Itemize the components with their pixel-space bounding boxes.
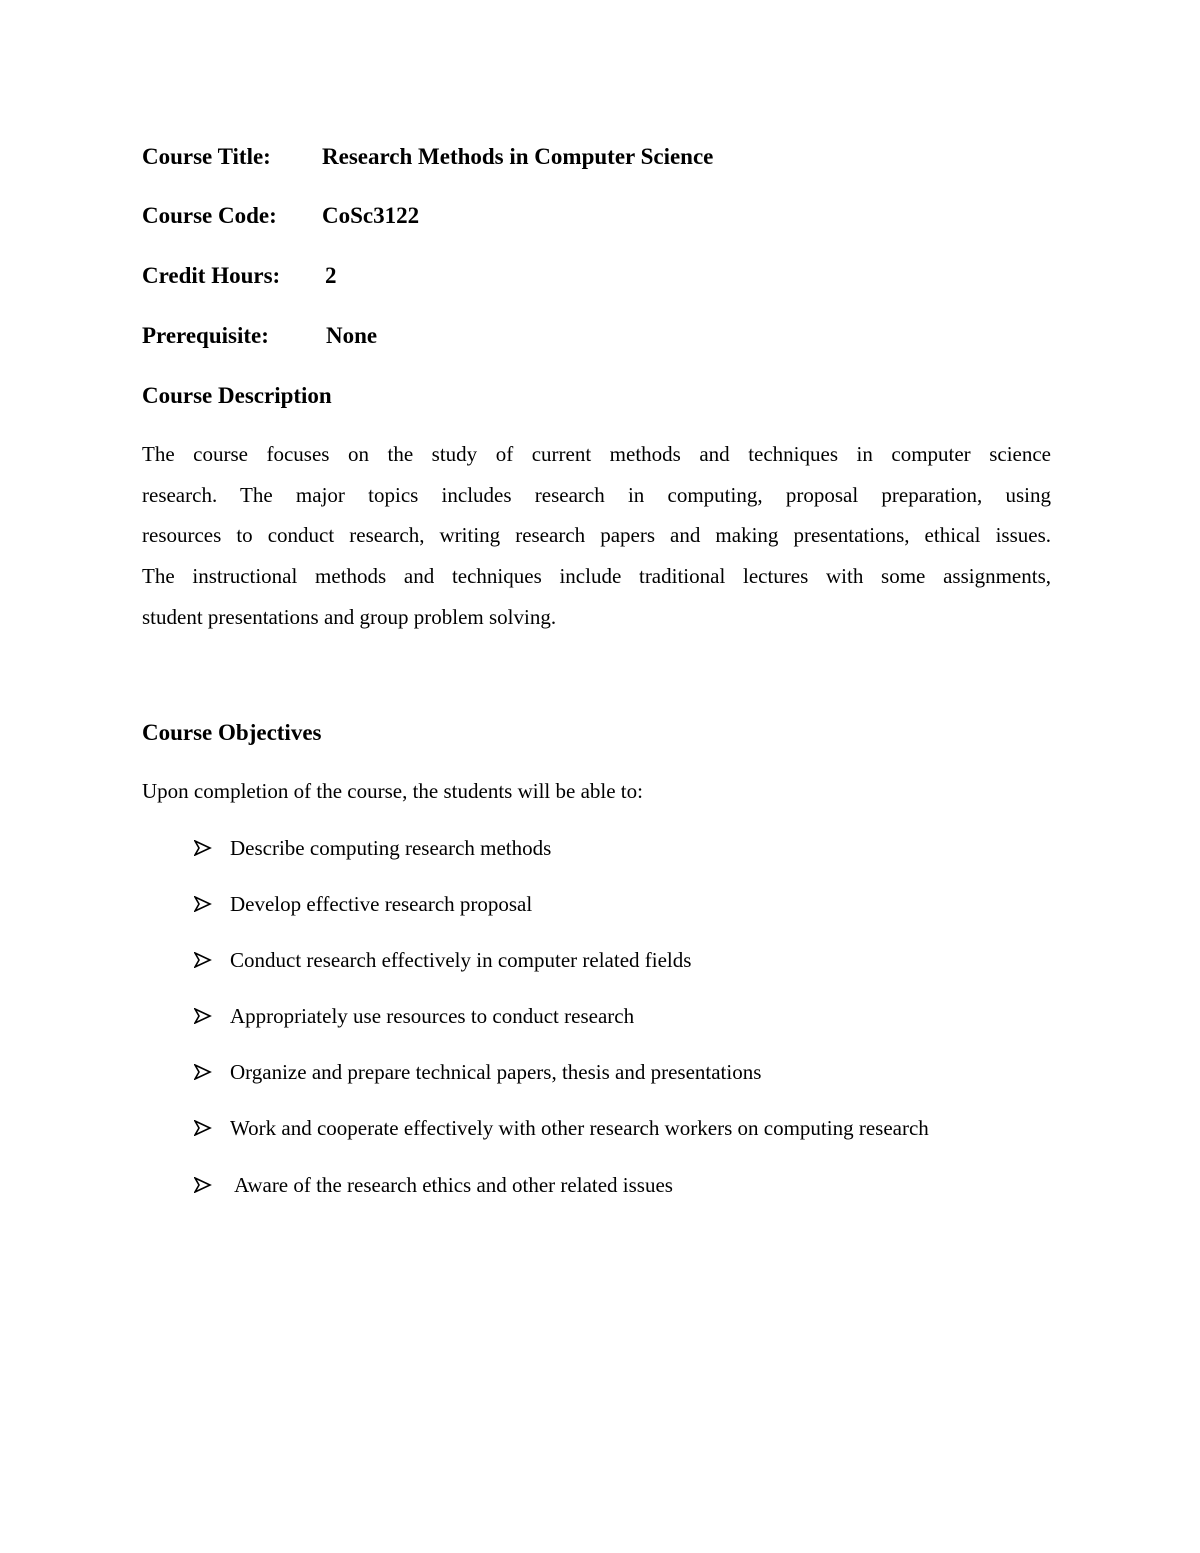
course-code-value: CoSc3122 [322, 203, 420, 228]
arrowhead-bullet-icon [193, 1057, 215, 1087]
arrowhead-bullet-icon [193, 945, 215, 975]
objective-text: Conduct research effectively in computer related fields [230, 948, 692, 972]
objectives-intro: Upon completion of the course, the students will be able to: [142, 779, 643, 803]
description-line: research. The major topics includes research in computing, proposal preparation, using [142, 482, 1051, 507]
arrowhead-bullet-icon [193, 1113, 215, 1143]
course-title-label: Course Title: [142, 144, 271, 169]
prerequisite-value: None [326, 323, 378, 348]
prerequisite-label: Prerequisite: [142, 323, 269, 348]
description-line: The course focuses on the study of current methods and techniques in computer science [142, 442, 1051, 466]
description-line: resources to conduct research, writing research papers and making presentations, ethical issues. [142, 523, 1051, 548]
objective-text: Organize and prepare technical papers, thesis and presentations [230, 1060, 762, 1084]
objective-text: Aware of the research ethics and other related issues [230, 1173, 673, 1197]
description-line: The instructional methods and techniques include traditional lectures with some assignments, [142, 564, 1051, 589]
course-description-paragraph [142, 434, 1051, 637]
course-title-value: Research Methods in Computer Science [322, 144, 714, 169]
credit-hours-value: 2 [325, 263, 337, 288]
arrowhead-bullet-icon [193, 833, 215, 863]
objective-text: Describe computing research methods [230, 836, 552, 860]
objective-text: Appropriately use resources to conduct research [230, 1004, 635, 1028]
arrowhead-bullet-icon [193, 1001, 215, 1031]
credit-hours-label: Credit Hours: [142, 263, 281, 288]
arrowhead-bullet-icon [193, 1170, 215, 1200]
objective-text: Develop effective research proposal [230, 892, 533, 916]
objective-text: Work and cooperate effectively with other research workers on computing research [230, 1116, 929, 1140]
arrowhead-bullet-icon [193, 889, 215, 919]
course-code-label: Course Code: [142, 203, 277, 228]
course-objectives-heading: Course Objectives [142, 720, 322, 745]
description-line: student presentations and group problem solving. [142, 604, 557, 629]
course-description-heading: Course Description [142, 383, 332, 408]
